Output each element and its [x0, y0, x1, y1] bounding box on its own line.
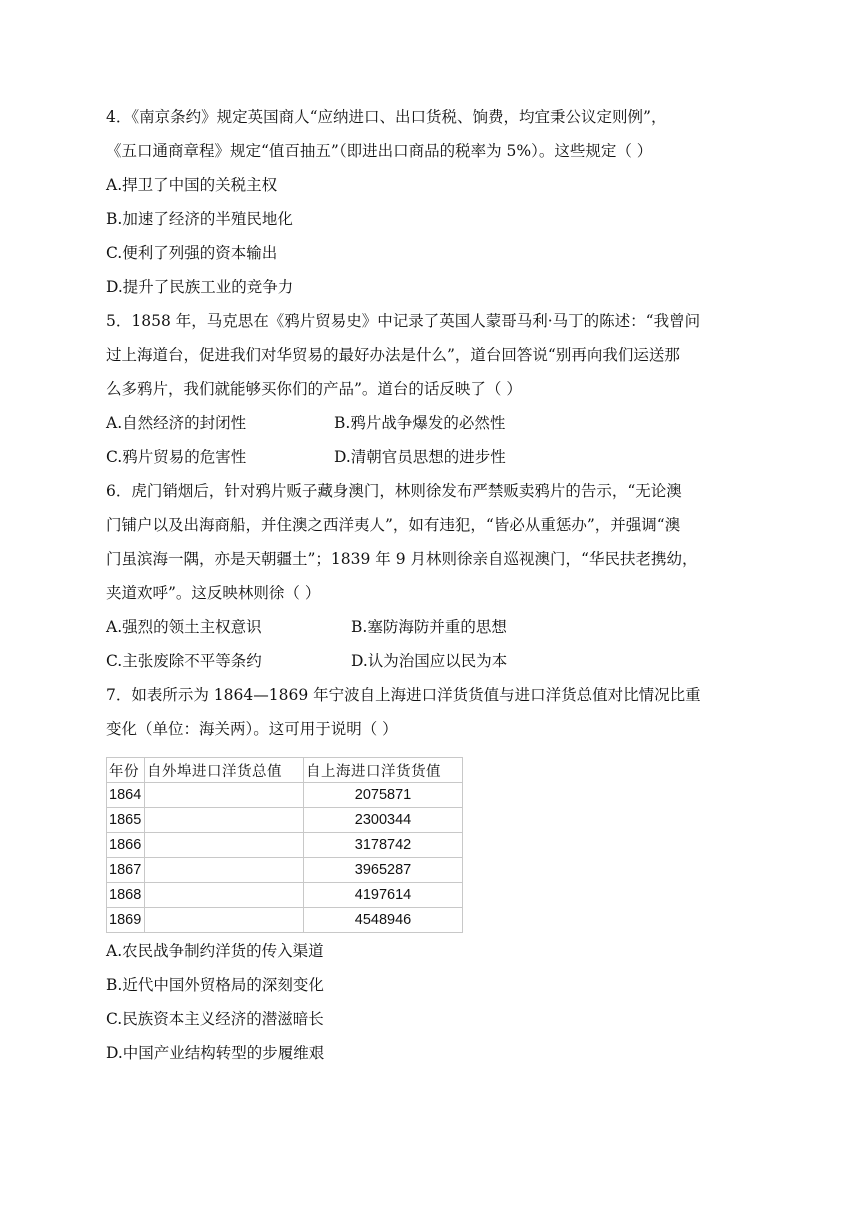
question-5-option-a[interactable]: A.自然经济的封闭性	[106, 414, 247, 432]
table-row	[107, 908, 463, 933]
question-6-stem-line-2: 门铺户以及出海商船，并住澳之西洋夷人”，如有违犯，“皆必从重惩办”，并强调“澳	[106, 516, 681, 534]
table-cell-total	[145, 783, 304, 808]
table-cell-year: 1868	[107, 883, 145, 908]
table-cell-year: 1867	[107, 858, 145, 883]
question-5-options-row-1	[106, 406, 766, 440]
table-cell-shanghai: 2075871	[304, 783, 463, 808]
table-cell-shanghai: 2300344	[304, 808, 463, 833]
table-row	[107, 858, 463, 883]
question-4-stem-line-2: 《五口通商章程》规定“值百抽五”（即进出口商品的税率为 5%）。这些规定（ ）	[106, 142, 653, 160]
table-cell-total	[145, 908, 304, 933]
question-6-stem-line-4: 夹道欢呼”。这反映林则徐（ ）	[106, 584, 321, 602]
table-cell-year: 1864	[107, 783, 145, 808]
question-6-option-a[interactable]: A.强烈的领土主权意识	[106, 618, 262, 636]
table-cell-total	[145, 833, 304, 858]
question-6-stem-line-1: 6．虎门销烟后，针对鸦片贩子藏身澳门，林则徐发布严禁贩卖鸦片的告示，“无论澳	[106, 482, 682, 500]
table-cell-shanghai: 4197614	[304, 883, 463, 908]
table-row	[107, 833, 463, 858]
question-7-option-a[interactable]: A.农民战争制约洋货的传入渠道	[106, 942, 324, 960]
question-list	[106, 100, 766, 1070]
table-cell-shanghai: 3965287	[304, 858, 463, 883]
question-7-option-d[interactable]: D.中国产业结构转型的步履维艰	[106, 1044, 325, 1062]
table-cell-total	[145, 808, 304, 833]
table-cell-year: 1866	[107, 833, 145, 858]
table-cell-total	[145, 858, 304, 883]
question-5-options-row-2	[106, 440, 766, 474]
question-7-stem-line-2: 变化（单位：海关两）。这可用于说明（ ）	[106, 720, 398, 738]
table-cell-shanghai: 4548946	[304, 908, 463, 933]
question-5-stem-line-2: 过上海道台，促进我们对华贸易的最好办法是什么”，道台回答说“别再向我们运送那	[106, 346, 680, 364]
question-7-stem-line-1: 7．如表所示为 1864—1869 年宁波自上海进口洋货货值与进口洋货总值对比情况比重	[106, 686, 701, 704]
question-5-option-c[interactable]: C.鸦片贸易的危害性	[106, 448, 247, 466]
question-4-option-d[interactable]: D.提升了民族工业的竞争力	[106, 278, 294, 296]
table-cell-shanghai: 3178742	[304, 833, 463, 858]
table-header-row	[107, 758, 463, 783]
table-row	[107, 808, 463, 833]
table-row	[107, 883, 463, 908]
table-header-year: 年份	[107, 758, 145, 783]
question-4-option-b[interactable]: B.加速了经济的半殖民地化	[106, 210, 293, 228]
question-6-option-c[interactable]: C.主张废除不平等条约	[106, 652, 262, 670]
question-6-options-row-1	[106, 610, 766, 644]
question-7-option-c[interactable]: C.民族资本主义经济的潜滋暗长	[106, 1010, 324, 1028]
table-row	[107, 783, 463, 808]
question-5-option-b[interactable]: B.鸦片战争爆发的必然性	[334, 414, 506, 432]
table-cell-year: 1869	[107, 908, 145, 933]
question-6	[106, 474, 766, 678]
table-header-total: 自外埠进口洋货总值	[145, 758, 304, 783]
question-6-options-row-2	[106, 644, 766, 678]
question-5	[106, 304, 766, 474]
table-cell-total	[145, 883, 304, 908]
question-4-stem-line-1: 4．《南京条约》规定英国商人“应纳进口、出口货税、饷费，均宜秉公议定则例”，	[106, 108, 667, 126]
import-value-table	[106, 757, 463, 933]
question-7-option-b[interactable]: B.近代中国外贸格局的深刻变化	[106, 976, 324, 994]
question-5-stem-line-1: 5．1858 年，马克思在《鸦片贸易史》中记录了英国人蒙哥马利·马丁的陈述：“我曾问	[106, 312, 701, 330]
question-4-option-a[interactable]: A.捍卫了中国的关税主权	[106, 176, 278, 194]
question-7	[106, 678, 766, 1070]
question-4	[106, 100, 766, 304]
table-header-shanghai: 自上海进口洋货货值	[304, 758, 463, 783]
question-4-option-c[interactable]: C.便利了列强的资本输出	[106, 244, 278, 262]
question-6-option-d[interactable]: D.认为治国应以民为本	[351, 652, 508, 670]
question-6-stem-line-3: 门虽滨海一隅，亦是天朝疆土”；1839 年 9 月林则徐亲自巡视澳门，“华民扶老携幼，	[106, 550, 698, 568]
table-cell-year: 1865	[107, 808, 145, 833]
question-6-option-b[interactable]: B.塞防海防并重的思想	[351, 618, 507, 636]
question-5-option-d[interactable]: D.清朝官员思想的进步性	[334, 448, 506, 466]
question-5-stem-line-3: 么多鸦片，我们就能够买你们的产品”。道台的话反映了（ ）	[106, 380, 522, 398]
